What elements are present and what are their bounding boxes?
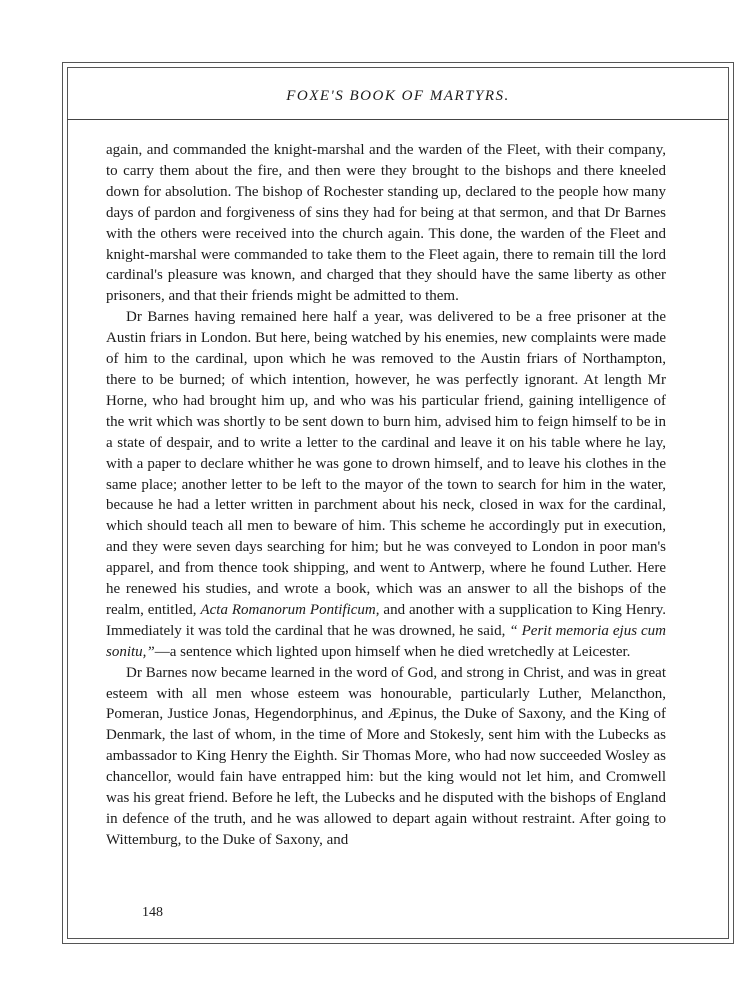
header-rule <box>67 119 729 120</box>
paragraph-1: again, and commanded the knight-marshal and the warden of the Fleet, with their company, to carry them about the fire, and then were they brought to the bishops and there kneeled down for absolution. The bishop of Rochester standing up, declared to the people how many days of pardon and forgiveness of sins they had for being at that sermon, and that Dr Barnes with the others were received into the church again. This done, the warden of the Fleet and knight-marshal were commanded to take them to the Fleet again, there to remain till the lord cardinal's pleasure was known, and charged that they should have the same liberty as other prisoners, and that their friends might be admitted to them. <box>106 142 666 305</box>
page-number: 148 <box>142 905 163 920</box>
book-title-italic: Acta Romanorum Pontificum <box>200 601 376 618</box>
running-head: FOXE'S BOOK OF MARTYRS. <box>286 88 510 104</box>
paragraph-2-text-after: —a sentence which lighted upon himself when he died wretchedly at Leicester. <box>154 643 631 660</box>
paragraph-3: Dr Barnes now became learned in the word of God, and strong in Christ, and was in great esteem with all men whose esteem was honourable, particularly Luther, Melancthon, Pomeran, Justice Jonas, Hegendorphinus, and Æpinus, the Duke of Saxony, and the King of Denmark, the last of whom, in the time of More and Stokesly, sent him with the Lubecks as ambassador to King Henry the Eighth. Sir Thomas More, who had now succeeded Wosley as chancellor, would fain have entrapped him: but the king would not let him, and Cromwell was his great friend. Before he left, the Lubecks and he disputed with the bishops of England in defence of the truth, and he was allowed to depart again without restraint. After going to Wittemburg, to the Duke of Saxony, and <box>106 664 666 848</box>
body-text <box>106 140 666 851</box>
paragraph-2 <box>106 307 666 662</box>
latin-quote-italic: “ Perit memoria ejus cum sonitu,” <box>106 622 666 660</box>
paragraph-2-text-before: Dr Barnes having remained here half a year, was delivered to be a free prisoner at the Austin friars in London. But here, being watched by his enemies, new complaints were made of him to the cardinal, upon which he was removed to the Austin friars of Northampton, there to be burned; of which intention, however, he was perfectly ignorant. At length Mr Horne, who had brought him up, and who was his particular friend, gaining intelligence of the writ which was shortly to be sent down to burn him, advised him to feign himself to be in a state of despair, and to write a letter to the cardinal and leave it on his table where he lay, with a paper to declare whither he was gone to drown himself, and to leave his clothes in the same place; another letter to be left to the mayor of the town to search for him in the water, because he had a letter written in parchment about his neck, closed in wax for the cardinal, which should teach all men to beware of him. This scheme he accordingly put in execution, and they were seven days searching for him; but he was conveyed to London in poor man's apparel, and from thence took shipping, and went to Antwerp, where he found Luther. Here he renewed his studies, and wrote a book, which was an answer to all the bishops of the realm, entitled, <box>106 309 666 618</box>
paragraph-2-text-middle: , and another with a supplication to King Henry. Immediately it was told the cardinal that he was drowned, he said, <box>106 601 666 639</box>
